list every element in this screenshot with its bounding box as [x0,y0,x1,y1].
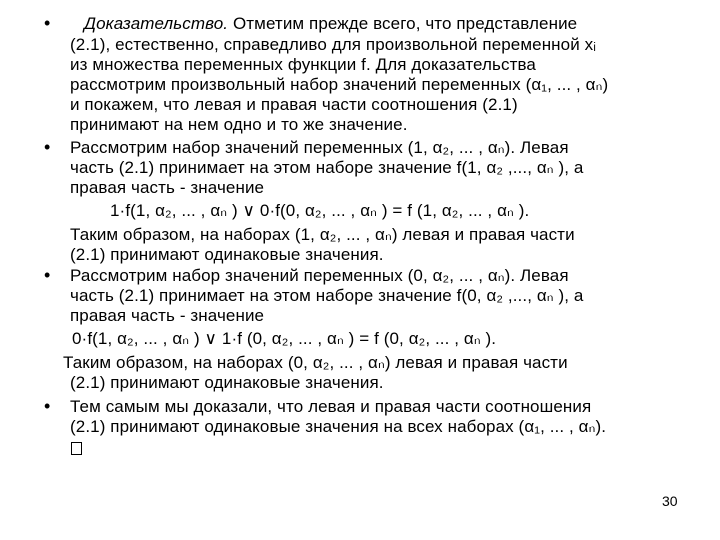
case1-formula: 1·f(1, α₂, ... , αₙ ) ∨ 0·f(0, α₂, ... , αₙ ) = f (1, α₂, ... , αₙ ). [110,201,530,220]
case1-line-5: Таким образом, на наборах (1, α₂, ... , αₙ) левая и правая части [70,225,575,244]
proof-line-2: (2.1), естественно, справедливо для произвольной переменной xᵢ [70,35,597,54]
conclusion-line-1: Тем самым мы доказали, что левая и правая части соотношения [70,397,592,416]
case1-line-3: правая часть - значение [70,178,265,197]
case0-line-5: Таким образом, на наборах (0, α₂, ... , αₙ) левая и правая части [63,353,568,372]
bullet-2: • [44,137,51,157]
case0-line-3: правая часть - значение [70,306,265,325]
bullet-4: • [44,396,51,416]
bullet-3: • [44,265,51,285]
proof-line-6: принимают на нем одно и то же значение. [70,115,408,134]
end-of-proof-icon [71,442,82,455]
proof-line-3: из множества переменных функции f. Для доказательства [70,55,536,74]
proof-heading: Доказательство. [84,14,229,33]
page-number: 30 [662,493,678,509]
case0-formula: 0·f(1, α₂, ... , αₙ ) ∨ 1·f (0, α₂, ... , αₙ ) = f (0, α₂, ... , αₙ ). [72,329,497,348]
case1-line-6: (2.1) принимают одинаковые значения. [70,245,384,264]
case1-line-1: Рассмотрим набор значений переменных (1, α₂, ... , αₙ). Левая [70,138,569,157]
proof-line-4: рассмотрим произвольный набор значений переменных (α₁, ... , αₙ) [70,75,609,94]
proof-line-1: Доказательство. Отметим прежде всего, что представление [84,14,578,33]
case0-line-6: (2.1) принимают одинаковые значения. [70,373,384,392]
case0-line-2: часть (2.1) принимает на этом наборе значение f(0, α₂ ,..., αₙ ), а [70,286,584,305]
case0-line-1: Рассмотрим набор значений переменных (0, α₂, ... , αₙ). Левая [70,266,569,285]
case1-line-2: часть (2.1) принимает на этом наборе значение f(1, α₂ ,..., αₙ ), а [70,158,584,177]
bullet-1: • [44,13,51,33]
proof-line-5: и покажем, что левая и правая части соотношения (2.1) [70,95,518,114]
conclusion-line-2: (2.1) принимают одинаковые значения на всех наборах (α₁, ... , αₙ). [70,417,607,436]
